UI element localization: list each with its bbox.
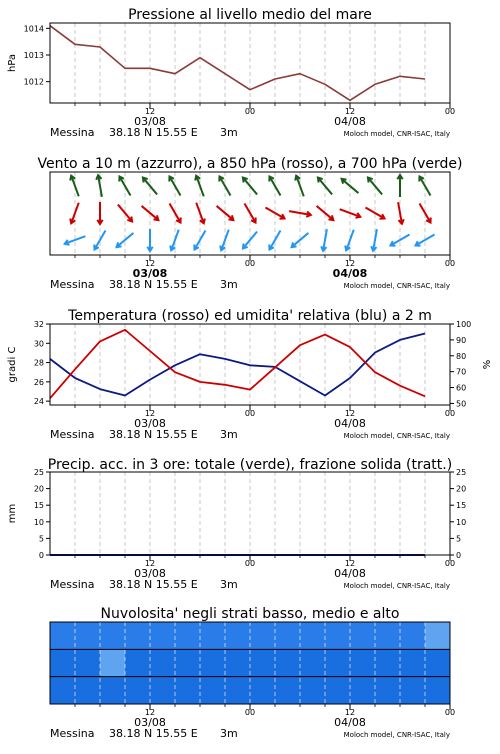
cloud-cell-basso	[425, 677, 450, 704]
y-tick-label: 1014	[23, 24, 44, 34]
wind-barb-10m	[147, 229, 152, 251]
y-tick-label: 1013	[23, 51, 44, 60]
x-tick-label: 12	[344, 107, 356, 116]
x-tick-label: 12	[144, 708, 156, 717]
wind-barb-10m	[94, 230, 105, 249]
chart-title: Precip. acc. in 3 ore: totale (verde), frazione solida (tratt.)	[47, 457, 453, 473]
y-axis-label: mm	[7, 503, 18, 524]
station-elevation: 3m	[220, 727, 238, 740]
wind-barb-10m	[345, 230, 354, 251]
x-tick-label: 12	[344, 259, 356, 268]
wind-barb-850hpa	[70, 203, 79, 224]
wind-shaft	[270, 230, 281, 249]
y-tick-label-right: 15	[456, 501, 467, 511]
model-credit: Moloch model, CNR-ISAC, Italy	[343, 582, 450, 590]
cloud-cell-basso	[250, 677, 275, 704]
y-tick-label-right: 60	[456, 383, 467, 393]
day-label: 04/08	[334, 115, 366, 128]
day-label: 03/08	[134, 716, 166, 729]
cloud-cell-basso	[75, 677, 100, 704]
wind-barb-10m	[371, 229, 377, 251]
wind-barb-10m	[220, 230, 229, 251]
station-coords: 38.18 N 15.55 E	[109, 126, 198, 139]
x-tick-label: 00	[444, 559, 456, 568]
station-coords: 38.18 N 15.55 E	[109, 428, 198, 441]
cloud-cell-medio	[325, 649, 350, 676]
y-tick-label: 30	[33, 339, 44, 349]
x-tick-label: 12	[144, 409, 156, 418]
wind-shaft	[195, 230, 206, 249]
y-tick-label: 25	[33, 468, 44, 477]
y-tick-label: 20	[33, 484, 44, 494]
cloud-cell-alto	[100, 622, 125, 649]
cloud-cell-medio	[50, 649, 75, 676]
day-label: 04/08	[334, 716, 366, 729]
station-name: Messina	[50, 126, 95, 139]
model-credit: Moloch model, CNR-ISAC, Italy	[343, 731, 450, 739]
cloud-cell-medio	[75, 649, 100, 676]
x-tick-label: 00	[244, 559, 256, 568]
day-label: 04/08	[334, 567, 366, 580]
cloud-cell-basso	[125, 677, 150, 704]
x-tick-label: 00	[244, 107, 256, 116]
cloud-cell-medio	[150, 649, 175, 676]
cloud-cell-medio	[100, 649, 125, 676]
y-tick-label: 28	[33, 358, 44, 368]
temperature-series	[50, 330, 425, 399]
cloud-cell-basso	[350, 677, 375, 704]
plot-border	[50, 23, 450, 103]
cloud-cell-medio	[400, 649, 425, 676]
x-tick-label: 12	[344, 559, 356, 568]
y-tick-label-right: 20	[456, 484, 467, 494]
cloud-cell-basso	[200, 677, 225, 704]
day-label: 04/08	[334, 417, 366, 430]
cloud-cell-alto	[75, 622, 100, 649]
cloud-cell-medio	[200, 649, 225, 676]
cloud-cell-basso	[300, 677, 325, 704]
wind-barb-850hpa	[97, 202, 102, 224]
cloud-cell-medio	[425, 649, 450, 676]
wind-barb-850hpa	[420, 203, 431, 222]
x-tick-label: 12	[144, 559, 156, 568]
wind-barb-850hpa	[398, 202, 404, 224]
wind-barb-700hpa	[397, 175, 402, 197]
x-tick-label: 00	[444, 259, 456, 268]
wind-barb-850hpa	[196, 203, 205, 224]
cloud-cell-alto	[325, 622, 350, 649]
y-tick-label: 24	[33, 397, 44, 407]
wind-barb-10m	[194, 230, 205, 249]
station-elevation: 3m	[220, 428, 238, 441]
wind-barb-700hpa	[96, 175, 102, 197]
model-credit: Moloch model, CNR-ISAC, Italy	[343, 432, 450, 440]
x-tick-label: 12	[344, 409, 356, 418]
y-tick-label-right: 80	[456, 351, 467, 361]
wind-shaft	[420, 203, 431, 222]
day-label: 03/08	[134, 115, 166, 128]
y-tick-label: 0	[38, 551, 44, 560]
cloud-cell-alto	[350, 622, 375, 649]
cloud-cell-alto	[275, 622, 300, 649]
x-tick-label: 12	[144, 107, 156, 116]
cloud-cell-basso	[175, 677, 200, 704]
wind-shaft	[245, 203, 256, 222]
cloud-cell-basso	[325, 677, 350, 704]
chart-title: Vento a 10 m (azzurro), a 850 hPa (rosso), a 700 hPa (verde)	[37, 156, 463, 172]
cloud-cell-medio	[175, 649, 200, 676]
cloud-cell-basso	[375, 677, 400, 704]
chart-title: Pressione al livello medio del mare	[128, 7, 372, 23]
y-tick-label: 32	[33, 320, 44, 329]
station-coords: 38.18 N 15.55 E	[109, 278, 198, 291]
wind-shaft	[170, 203, 181, 222]
wind-barb-700hpa	[195, 176, 204, 197]
y-tick-label-right: 90	[456, 335, 467, 345]
wind-barb-700hpa	[70, 176, 79, 197]
cloud-cell-alto	[150, 622, 175, 649]
cloud-cell-alto	[250, 622, 275, 649]
humidity-series	[50, 334, 425, 396]
station-coords: 38.18 N 15.55 E	[109, 727, 198, 740]
cloud-cell-alto	[125, 622, 150, 649]
cloud-cell-alto	[300, 622, 325, 649]
x-tick-label: 00	[244, 708, 256, 717]
y-tick-label: 15	[33, 501, 44, 511]
station-elevation: 3m	[220, 278, 238, 291]
wind-barb-10m	[170, 230, 179, 251]
cloud-cell-basso	[50, 677, 75, 704]
wind-shaft	[95, 230, 106, 249]
y-tick-label: 10	[33, 517, 44, 527]
wind-barb-700hpa	[295, 176, 304, 197]
y-tick-label-right: 10	[456, 517, 467, 527]
cloud-cell-alto	[375, 622, 400, 649]
model-credit: Moloch model, CNR-ISAC, Italy	[343, 130, 450, 138]
cloud-cell-alto	[425, 622, 450, 649]
cloud-cell-basso	[400, 677, 425, 704]
y-axis-label: hPa	[7, 53, 18, 73]
station-name: Messina	[50, 428, 95, 441]
cloud-cell-alto	[225, 622, 250, 649]
x-tick-label: 12	[144, 259, 156, 268]
station-name: Messina	[50, 578, 95, 591]
station-name: Messina	[50, 727, 95, 740]
cloud-cell-alto	[200, 622, 225, 649]
cloud-cell-medio	[250, 649, 275, 676]
model-credit: Moloch model, CNR-ISAC, Italy	[343, 282, 450, 290]
y-tick-label-right: 0	[456, 551, 462, 560]
panel-4	[75, 472, 425, 555]
y-axis-label: gradi C	[7, 346, 18, 383]
y-tick-label: 1012	[23, 77, 44, 87]
day-label: 03/08	[134, 417, 166, 430]
station-name: Messina	[50, 278, 95, 291]
y-tick-label: 26	[33, 377, 44, 387]
station-elevation: 3m	[220, 578, 238, 591]
wind-barb-850hpa	[170, 203, 181, 222]
cloud-cell-medio	[275, 649, 300, 676]
wind-barb-850hpa	[245, 203, 256, 222]
y-tick-label-right: 70	[456, 367, 467, 377]
station-coords: 38.18 N 15.55 E	[109, 578, 198, 591]
cloud-cell-alto	[175, 622, 200, 649]
cloud-cell-medio	[300, 649, 325, 676]
y-tick-label-right: 5	[456, 534, 462, 544]
y-tick-label-right: 25	[456, 468, 467, 477]
pressure-series	[50, 26, 425, 101]
cloud-cell-basso	[275, 677, 300, 704]
x-tick-label: 00	[444, 708, 456, 717]
day-label: 04/08	[332, 267, 368, 280]
cloud-cell-medio	[375, 649, 400, 676]
y-tick-label-right: 50	[456, 399, 467, 409]
x-tick-label: 12	[344, 708, 356, 717]
panel-1	[75, 23, 425, 103]
cloud-cell-basso	[150, 677, 175, 704]
x-tick-label: 00	[244, 259, 256, 268]
day-label: 03/08	[132, 267, 168, 280]
cloud-cell-medio	[350, 649, 375, 676]
cloud-cell-alto	[400, 622, 425, 649]
cloud-cell-medio	[125, 649, 150, 676]
x-tick-label: 00	[444, 107, 456, 116]
x-tick-label: 00	[444, 409, 456, 418]
x-tick-label: 00	[244, 409, 256, 418]
y-tick-label-right: 100	[456, 320, 472, 329]
cloud-cell-medio	[225, 649, 250, 676]
y-axis-label-right: %	[482, 359, 493, 370]
chart-title: Nuvolosita' negli strati basso, medio e alto	[100, 606, 400, 622]
day-label: 03/08	[134, 567, 166, 580]
wind-barb-10m	[321, 229, 327, 251]
cloud-cell-basso	[225, 677, 250, 704]
cloud-cell-basso	[100, 677, 125, 704]
chart-title: Temperatura (rosso) ed umidita' relativa (blu) a 2 m	[68, 308, 432, 324]
station-elevation: 3m	[220, 126, 238, 139]
y-tick-label: 5	[38, 534, 44, 544]
wind-barb-10m	[269, 230, 280, 249]
cloud-cell-alto	[50, 622, 75, 649]
